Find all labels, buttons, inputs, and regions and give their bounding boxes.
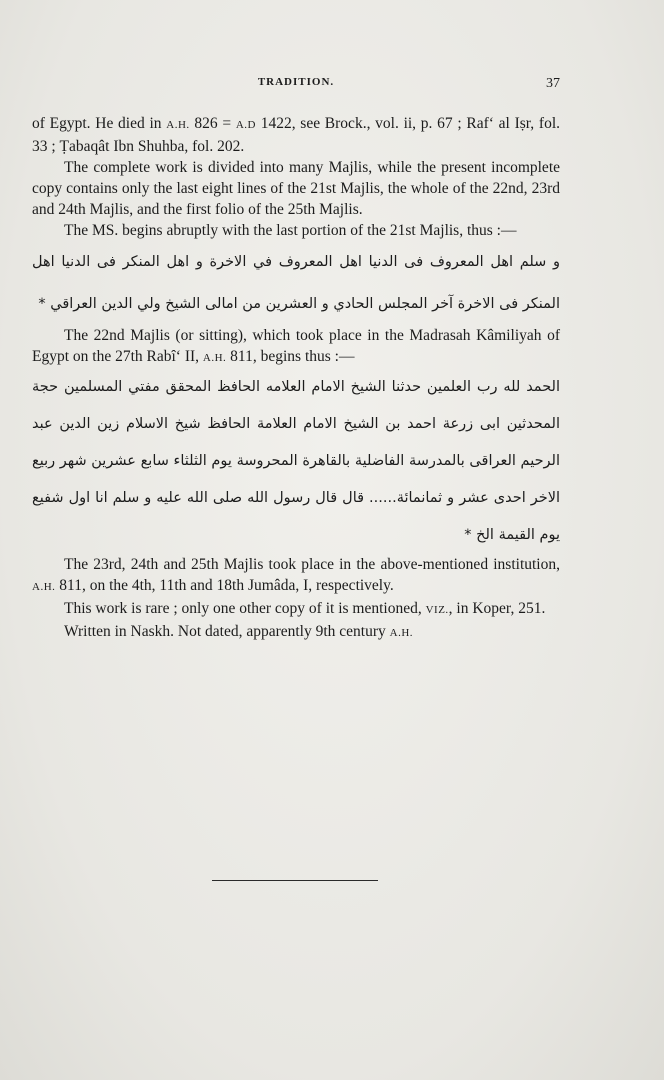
p7-text-a: Written in Naskh. Not dated, apparently 9th century [64,623,390,640]
p4-text-b: 811, begins thus :— [226,348,355,365]
paragraph-rarity [32,598,560,621]
p6-text-b: , in Koper, 251. [448,600,546,617]
p1-text-c: 1422, see Brock., vol. ii, p. 67 ; Raf‘ al Iṣr, fol. 33 ; Ṭabaqât Ibn Shuhba, fol. 202. [32,115,560,155]
page-number: 37 [546,76,560,91]
running-title: TRADITION. [257,76,335,88]
p5-text-a: The 23rd, 24th and 25th Majlis took place in the above-mentioned institution, [64,556,560,573]
page-header [32,76,560,94]
paragraph-continuation [32,113,560,157]
p4-text-a: The 22nd Majlis (or sitting), which took place in the Madrasah Kâmiliyah of Egypt on the 27th Rabî‘ II, [32,327,560,365]
era-abbrev: A.H. [166,119,190,131]
p1-text-a: of Egypt. He died in [32,115,167,132]
era-abbrev: A.H. [202,352,227,364]
paragraph-complete-work: The complete work is divided into many Majlis, while the present incomplete copy contains only the last eight lines of the 21st Majlis, the whole of the 22nd, 23rd and 24th Majlis, and the first folio of the 25th Majlis. [32,159,560,218]
paragraph-22nd-majlis [32,325,560,369]
p6-text-a: This work is rare ; only one other copy of it is mentioned, [64,600,426,617]
paragraph-script-date [32,621,560,644]
era-abbrev: A.H. [32,581,56,593]
viz-abbrev: VIZ. [425,604,449,616]
era-abbrev: A.H. [389,627,414,639]
p5-text-b: 811, on the 4th, 11th and 18th Jumâda, I, respectively. [55,577,394,594]
body-text [32,113,560,644]
section-divider-rule [212,880,378,881]
paragraph-ms-begins: The MS. begins abruptly with the last portion of the 21st Majlis, thus :— [64,222,517,239]
arabic-quotation-1: و سلم اهل المعروف فى الدنيا اهل المعروف في الاخرة و اهل المنكر فى الدنيا اهل المنكر فى الاخرة آخر المجلس الحادي و العشرين من امالى الشيخ ولي الدين العراقي * [32,254,560,312]
arabic-quotation-2: الحمد لله رب العلمين حدثنا الشيخ الامام العلامه الحافظ المحقق مفتي المسلمين حجة المحدثين ابى زرعة احمد بن الشيخ الامام العلامة الحافظ شيخ الاسلام زين الدين عبد الرحيم العراقى بالمدرسة الفاضلية بالقاهرة المحروسة يوم الثلثاء سابع عشرين شهر ربيع الاخر احدى عشر و ثمانمائة...... قال قال رسول الله صلى الله عليه و سلم انا اول شفيع يوم القيمة الخ * [32,379,560,543]
p1-text-b: 826 = [189,115,236,132]
era-abbrev: A.D [235,119,256,131]
paragraph-later-majlis [32,554,560,598]
